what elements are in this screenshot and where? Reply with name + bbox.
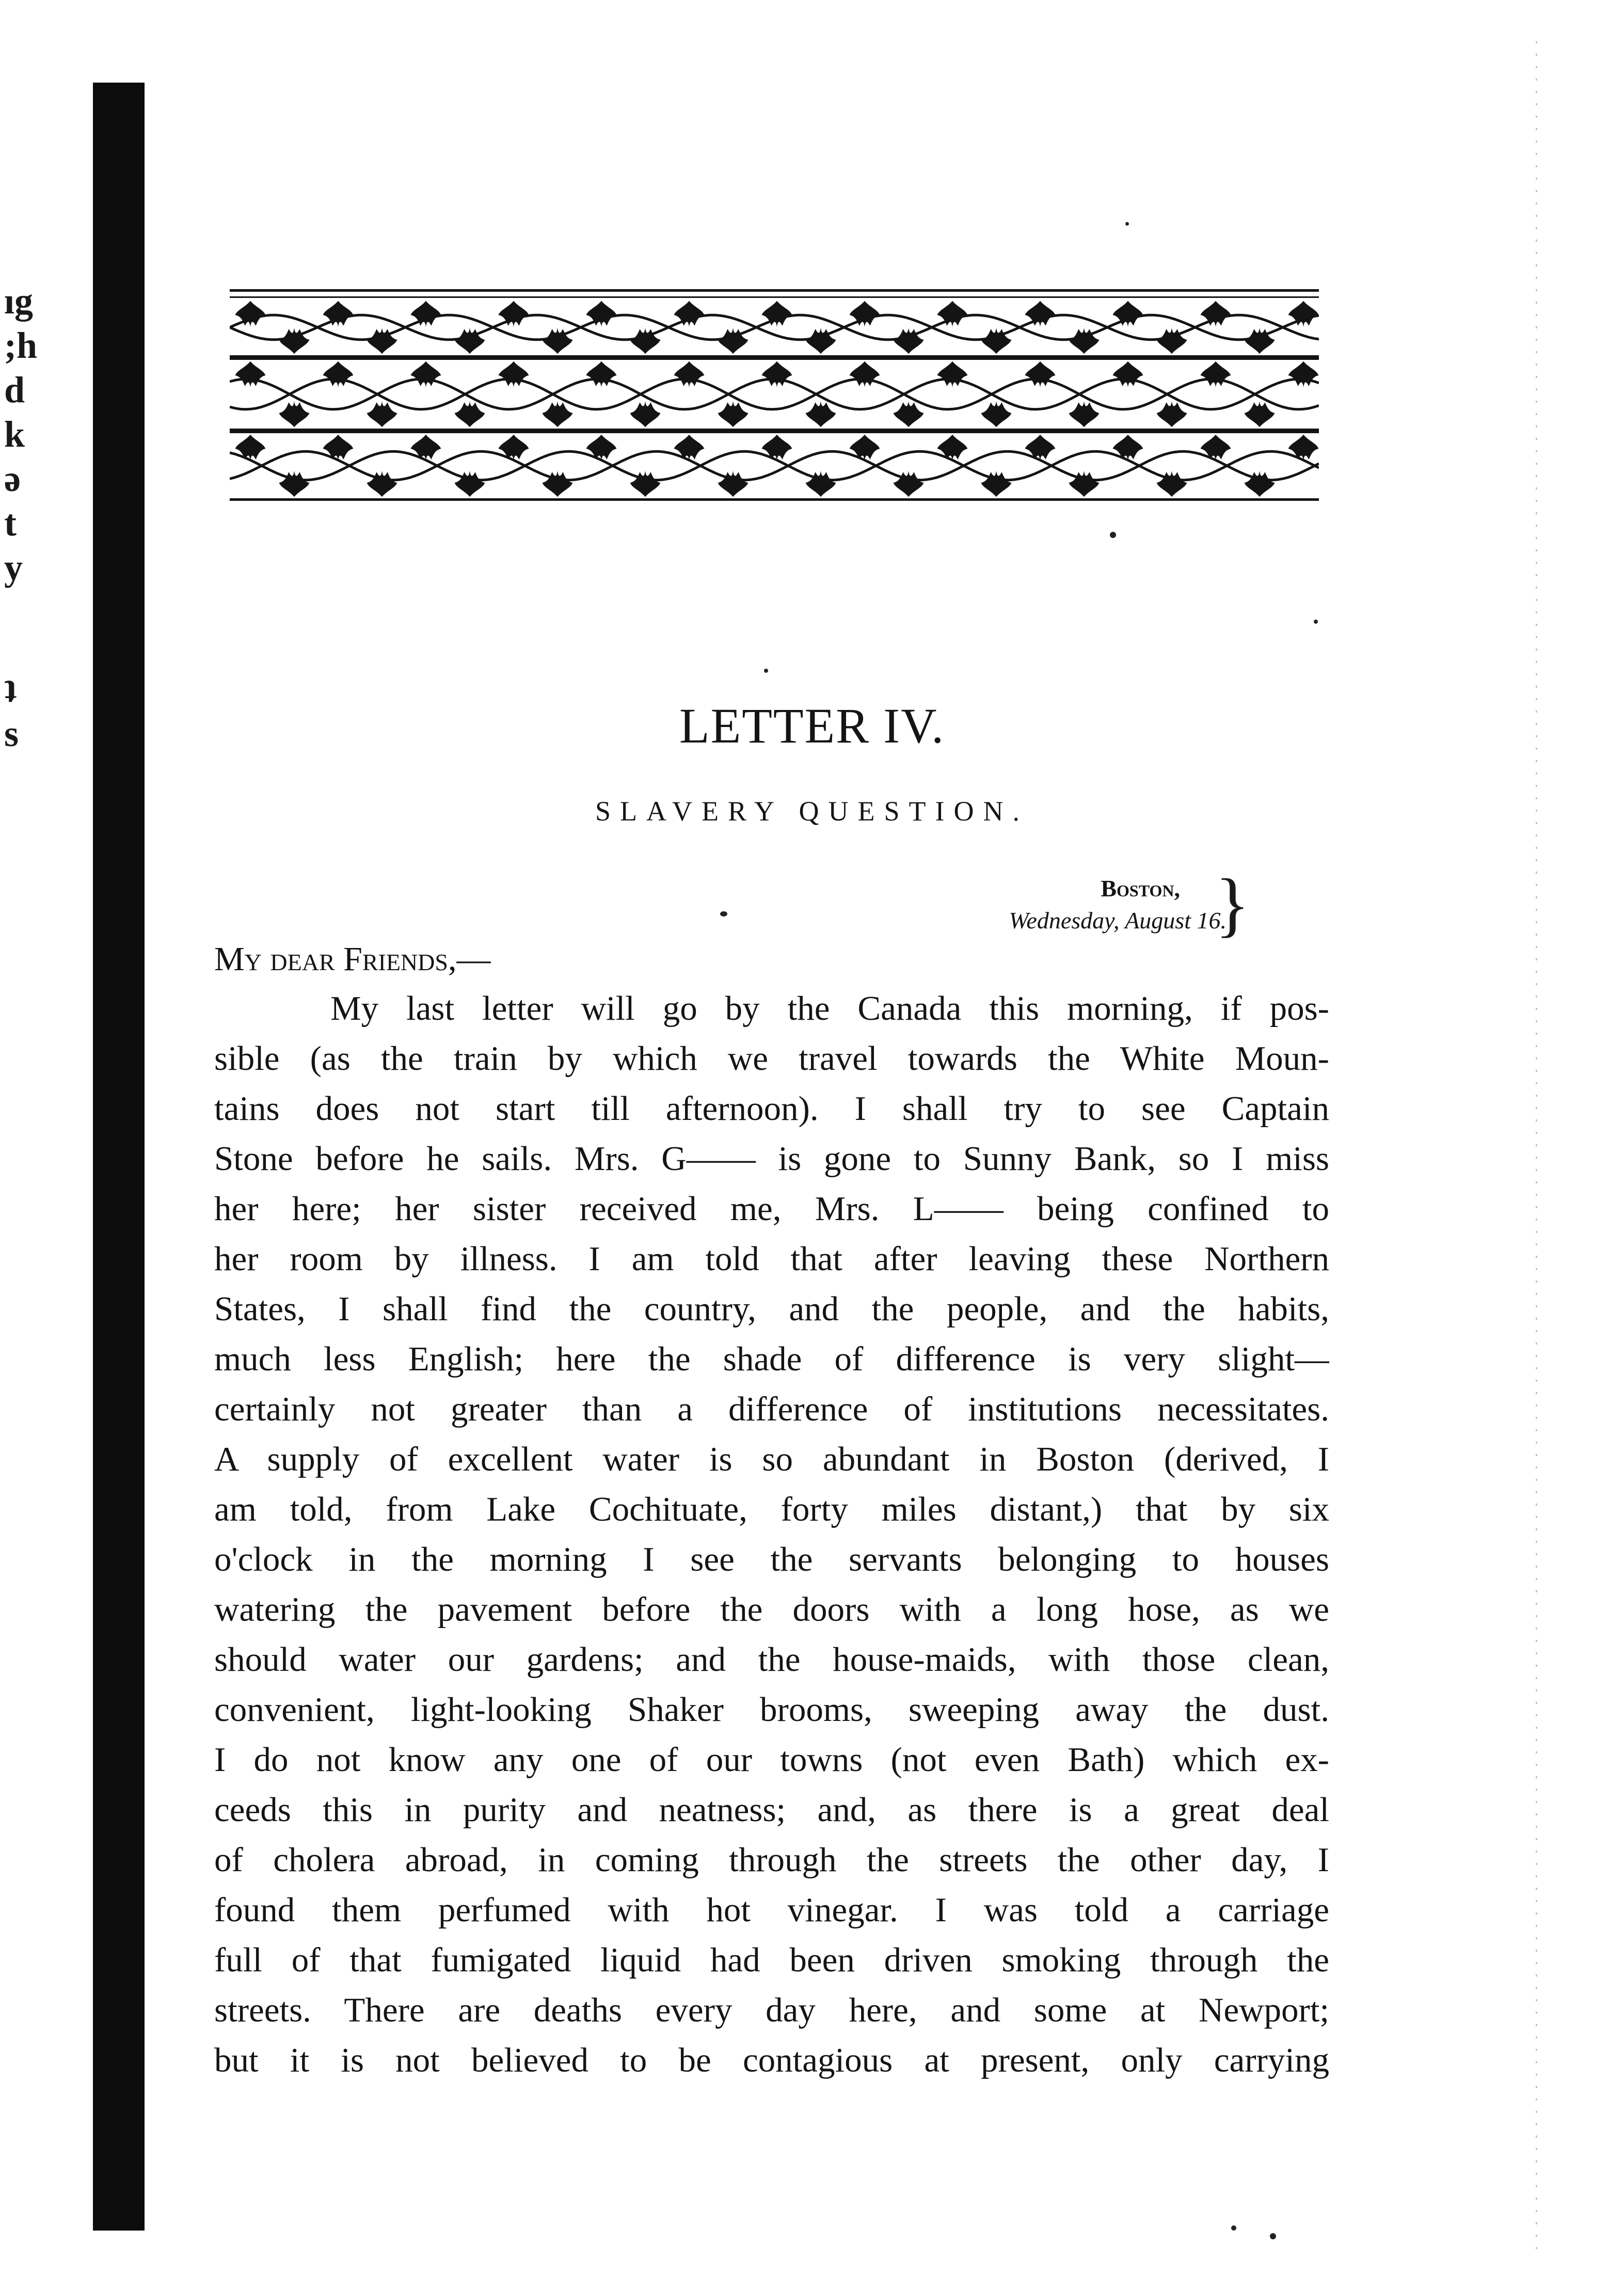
vine-stem (230, 451, 1319, 480)
margin-fragment: ;h (4, 325, 38, 366)
margin-fragment: d (4, 369, 25, 410)
body-line: found them perfumed with hot vinegar. I was told a carriage (214, 1891, 1329, 1929)
body-line: convenient, light-looking Shaker brooms, sweeping away the dust. (214, 1690, 1329, 1729)
body-line: States, I shall find the country, and the people, and the habits, (214, 1290, 1329, 1328)
body-line: should water our gardens; and the house-maids, with those clean, (214, 1640, 1329, 1679)
ivy-leaf-icon (323, 361, 354, 387)
body-line: streets. There are deaths every day here, and some at Newport; (214, 1991, 1329, 2029)
letter-body (214, 984, 1329, 2085)
ivy-leaf-icon (586, 361, 617, 387)
ivy-leaf-icon (235, 361, 266, 387)
margin-fragment: y (4, 547, 23, 588)
ivy-leaf-icon (279, 401, 310, 427)
ivy-leaf-icon (718, 401, 749, 427)
body-line: o'clock in the morning I see the servants belonging to houses (214, 1540, 1329, 1578)
ivy-leaf-icon (1113, 361, 1143, 387)
ivy-leaf-icon (937, 361, 968, 387)
ivy-leaf-icon (1069, 401, 1100, 427)
dateline-date: Wednesday, August 16. (1009, 907, 1227, 934)
page-edge-noise (1536, 41, 1567, 2251)
body-line: certainly not greater than a difference of institutions necessitates. (214, 1390, 1329, 1428)
ivy-leaf-icon (806, 401, 836, 427)
body-line: of cholera abroad, in coming through the streets the other day, I (214, 1841, 1329, 1879)
ivy-leaf-icon (367, 401, 397, 427)
brace-glyph: } (1215, 864, 1250, 944)
letter-subtitle: SLAVERY QUESTION. (595, 796, 1029, 827)
margin-fragment: ʇ (4, 669, 17, 710)
ivy-leaf-icon (499, 361, 529, 387)
body-line: much less English; here the shade of difference is very slight— (214, 1340, 1329, 1378)
ivy-leaf-icon (1201, 361, 1231, 387)
ivy-leaf-icon (850, 361, 880, 387)
ivy-leaf-icon (1288, 361, 1319, 387)
vine-stem (230, 379, 1319, 409)
margin-fragment: ıg (4, 280, 34, 322)
body-line: tains does not start till afternoon). I shall try to see Captain (214, 1089, 1329, 1128)
body-line: I do not know any one of our towns (not even Bath) which ex- (214, 1741, 1329, 1779)
ivy-leaf-icon (455, 401, 485, 427)
body-line: Stone before he sails. Mrs. G—— is gone to Sunny Bank, so I miss (214, 1140, 1329, 1178)
ivy-leaf-icon (674, 361, 705, 387)
margin-fragments (4, 279, 51, 756)
salutation: My dear Friends,— (214, 940, 491, 978)
body-line: am told, from Lake Cochituate, forty miles distant,) that by six (214, 1490, 1329, 1528)
ivy-leaf-icon (1025, 361, 1056, 387)
margin-fragment: t (4, 502, 17, 544)
body-line: but it is not believed to be contagious at present, only carrying (214, 2041, 1329, 2079)
margin-fragment: ə (4, 458, 21, 499)
vine-stem (230, 451, 1319, 480)
ivy-leaf-icon (894, 401, 924, 427)
ivy-leaf-icon (630, 401, 661, 427)
vine-stem (230, 379, 1319, 409)
body-line: A supply of excellent water is so abundant in Boston (derived, I (214, 1440, 1329, 1478)
dateline (1009, 873, 1227, 937)
ivy-leaf-icon (411, 361, 441, 387)
body-line: her here; her sister received me, Mrs. L—— being confined to (214, 1190, 1329, 1228)
ivy-leaf-icon (762, 361, 792, 387)
ivy-leaf-icon (981, 401, 1012, 427)
body-line: ceeds this in purity and neatness; and, as there is a great deal (214, 1791, 1329, 1829)
ivy-leaf-icon (1157, 401, 1187, 427)
body-line: My last letter will go by the Canada this morning, if pos- (330, 989, 1329, 1028)
letter-title: LETTER IV. (679, 698, 945, 753)
body-line: her room by illness. I am told that after leaving these Northern (214, 1240, 1329, 1278)
margin-fragment: k (4, 414, 25, 455)
body-line: full of that fumigated liquid had been driven smoking through the (214, 1941, 1329, 1979)
body-line: sible (as the train by which we travel towards the White Moun- (214, 1039, 1329, 1078)
margin-fragment: s (4, 713, 19, 754)
binding-shadow (93, 83, 145, 2231)
body-line: watering the pavement before the doors with a long hose, as we (214, 1590, 1329, 1629)
dateline-place: Boston, (1101, 875, 1180, 902)
ivy-leaf-icon (1245, 401, 1275, 427)
ivy-ornament-band (230, 289, 1319, 506)
ivy-leaf-icon (543, 401, 573, 427)
